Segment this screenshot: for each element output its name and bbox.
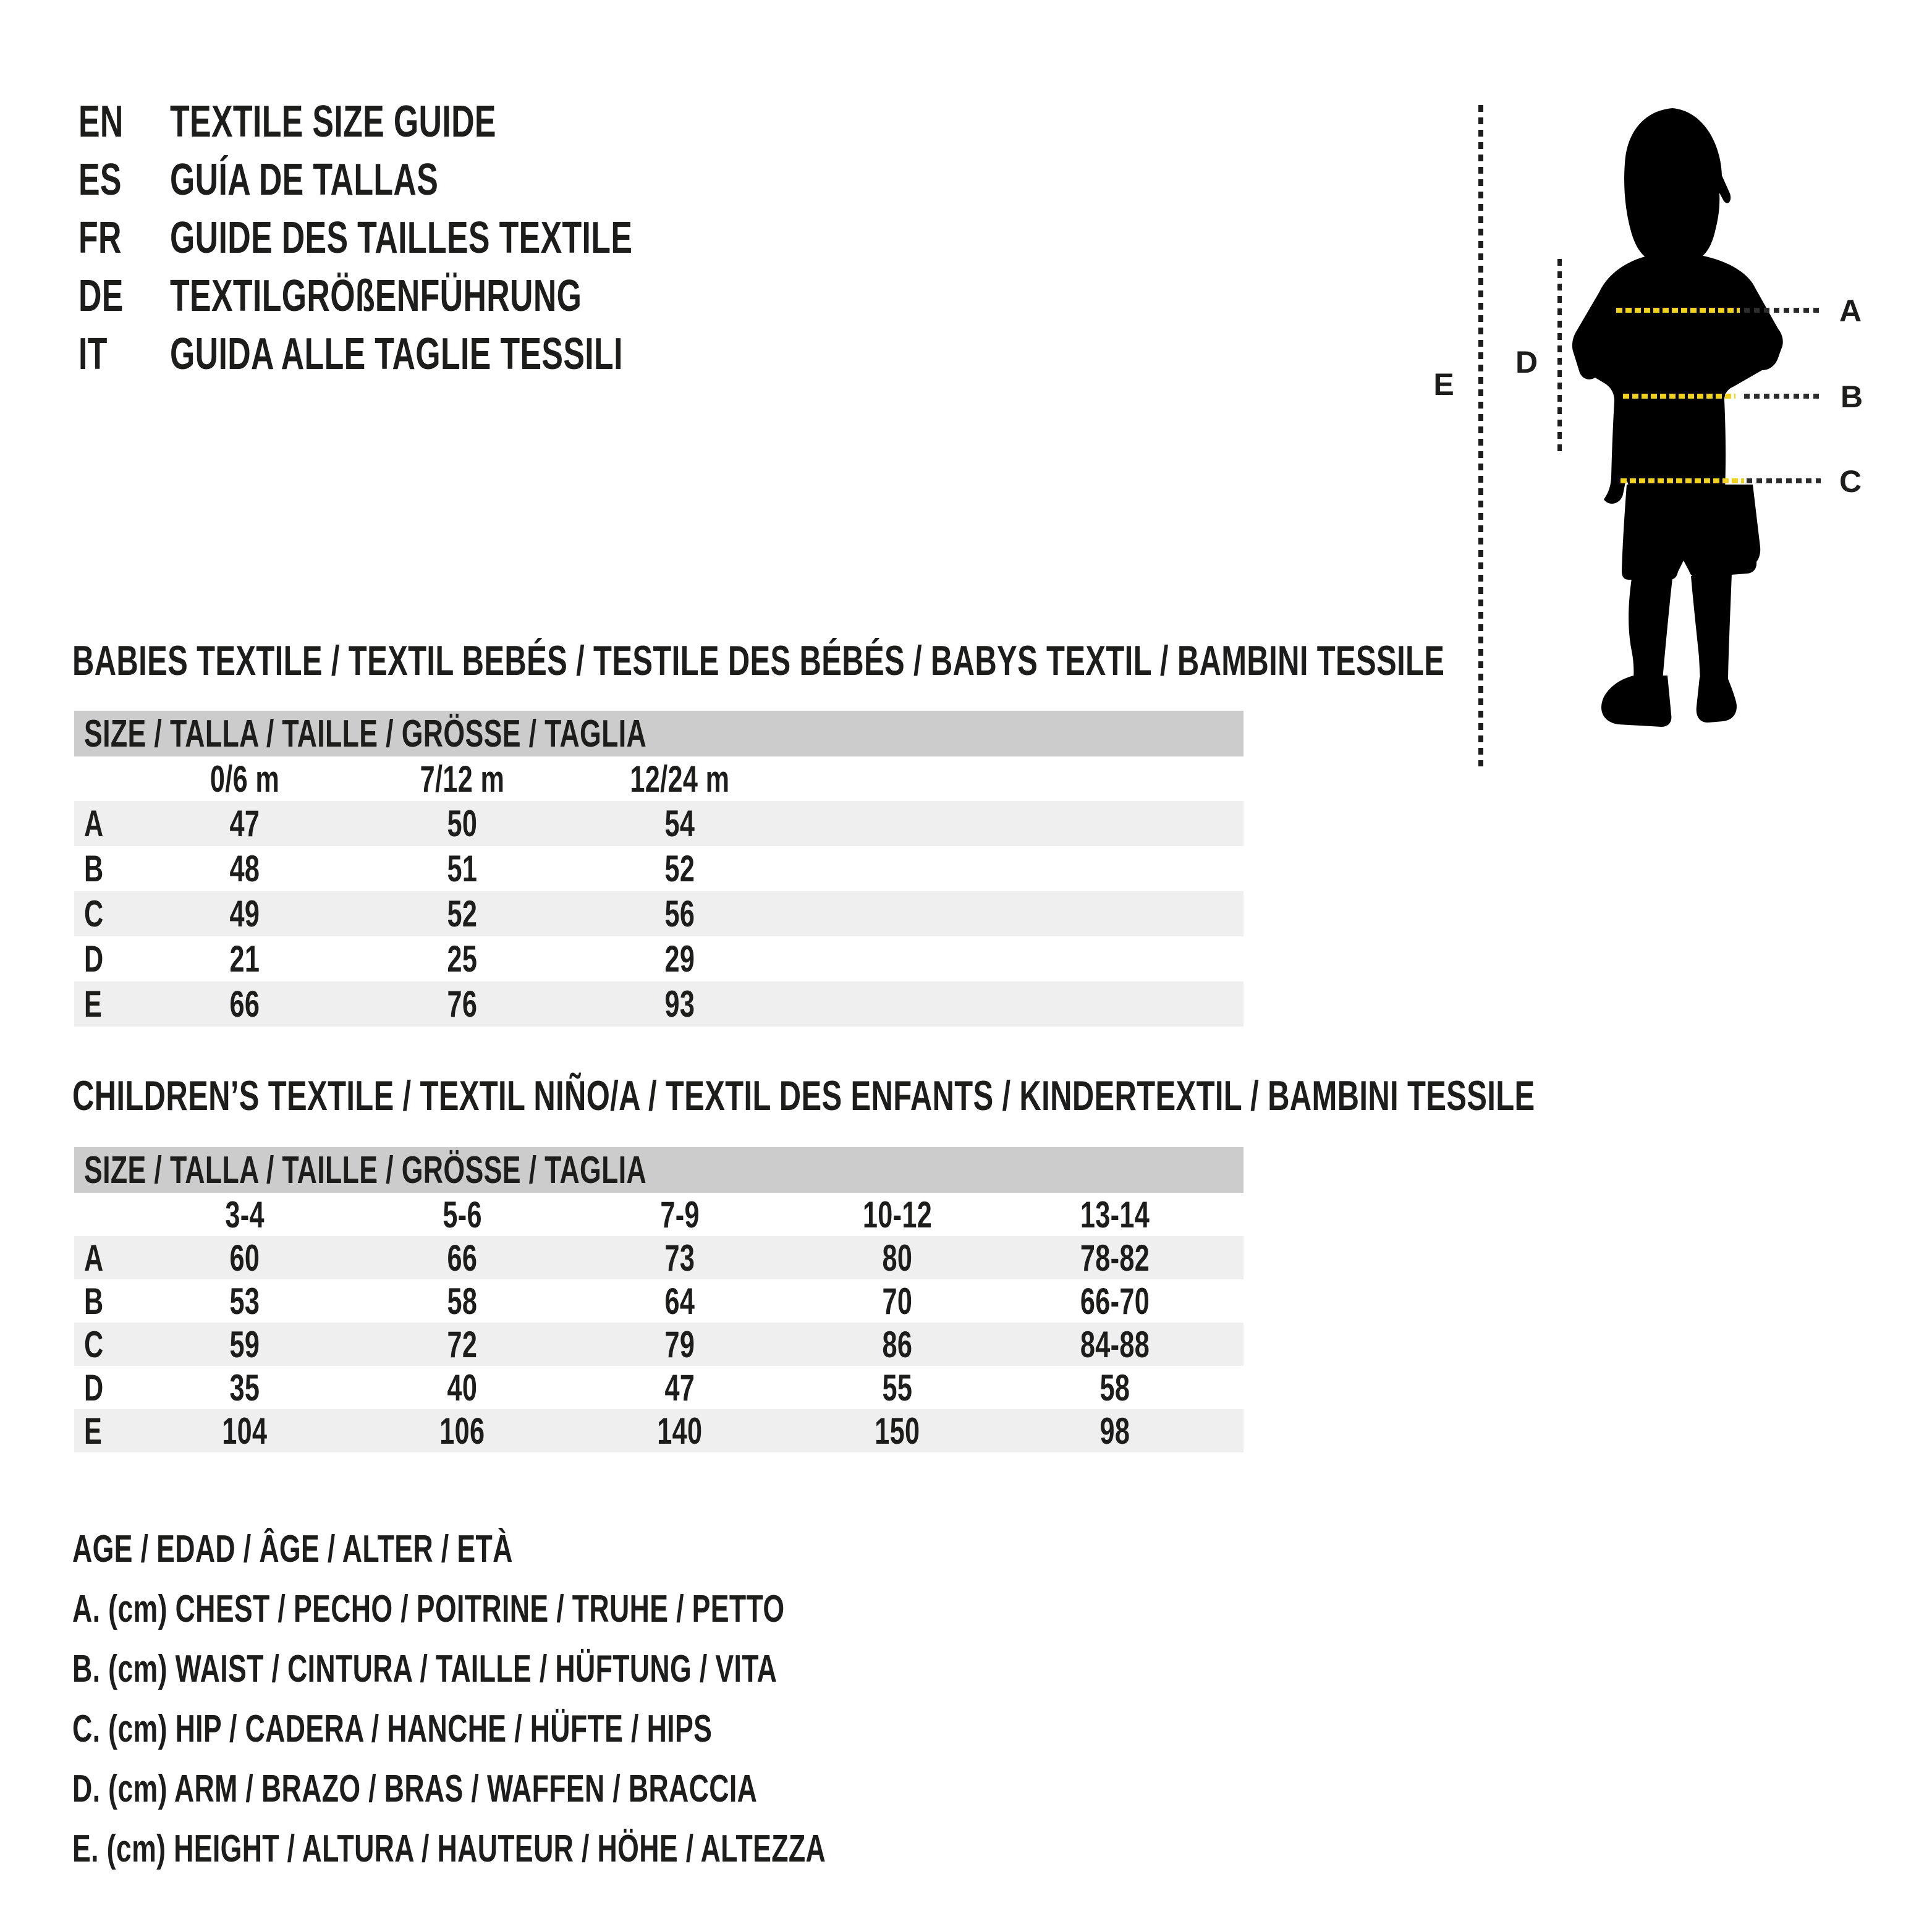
size-value-cell: [571, 802, 789, 845]
size-value-cell: [136, 892, 354, 935]
size-value-cell: [136, 802, 354, 845]
language-label-text: GUÍA DE TALLAS: [170, 155, 439, 205]
row-label-text: E: [84, 983, 103, 1025]
language-row-it: [78, 325, 812, 383]
children-section-heading-text: CHILDREN’S TEXTILE / TEXTIL NIÑO/A / TEXTIL DES ENFANTS / KINDERTEXTIL / BAMBINI TESSILE: [72, 1072, 1535, 1119]
column-header-text: 10-12: [862, 1193, 933, 1235]
language-label-text: TEXTILGRÖßENFÜHRUNG: [170, 271, 582, 321]
size-value-text: 104: [222, 1410, 268, 1452]
size-value-text: 66-70: [1080, 1280, 1150, 1322]
size-value-cell: [571, 1237, 789, 1279]
language-row-de: [78, 267, 812, 325]
table-row-a: [74, 801, 1244, 846]
language-row-fr: [78, 209, 812, 267]
language-code: [78, 96, 170, 147]
hip-measure-line-c-yellow: [1621, 478, 1744, 483]
size-value-cell: [354, 847, 571, 890]
column-header-cell: [571, 758, 789, 800]
language-code: [78, 329, 170, 379]
row-label-text: B: [84, 848, 104, 889]
size-value-cell: [354, 1280, 571, 1323]
legend-line-text: A. (cm) CHEST / PECHO / POITRINE / TRUHE / PETTO: [72, 1588, 785, 1630]
size-value-text: 48: [229, 848, 260, 889]
size-value-cell: [789, 1323, 1006, 1366]
size-value-cell: [136, 847, 354, 890]
size-value-cell: [354, 938, 571, 980]
row-label-cell: [74, 847, 136, 890]
size-value-text: 66: [447, 1237, 478, 1279]
size-value-cell: [1006, 1366, 1224, 1409]
size-value-text: 66: [229, 983, 260, 1025]
size-value-text: 52: [447, 893, 478, 934]
size-value-text: 79: [664, 1323, 695, 1365]
hip-measure-line-c-leader: [1747, 478, 1821, 483]
size-value-text: 106: [439, 1410, 485, 1452]
legend-line-height: [72, 1819, 1119, 1879]
children-section-heading: [72, 1072, 1932, 1120]
size-value-cell: [571, 847, 789, 890]
column-header-cell: [1006, 1193, 1224, 1236]
size-value-text: 59: [229, 1323, 260, 1365]
size-value-cell: [789, 1410, 1006, 1452]
size-value-cell: [789, 1366, 1006, 1409]
size-value-text: 54: [664, 803, 695, 844]
size-value-cell: [354, 983, 571, 1025]
size-value-cell: [789, 1280, 1006, 1323]
size-value-text: 78-82: [1080, 1237, 1150, 1279]
language-code-text: IT: [78, 329, 108, 379]
column-header-cell: [571, 1193, 789, 1236]
size-value-cell: [571, 1410, 789, 1452]
size-value-text: 86: [882, 1323, 913, 1365]
size-value-cell: [136, 1366, 354, 1409]
row-label-text: C: [84, 893, 104, 934]
table-row-e: [74, 981, 1244, 1027]
column-header-text: 13-14: [1080, 1193, 1150, 1235]
size-value-cell: [571, 1280, 789, 1323]
language-row-es: [78, 151, 812, 209]
column-header-cell: [354, 1193, 571, 1236]
measure-label-e: E: [1433, 367, 1454, 402]
language-label-text: GUIDE DES TAILLES TEXTILE: [170, 213, 633, 263]
size-value-text: 56: [664, 893, 695, 934]
language-label-text: GUIDA ALLE TAGLIE TESSILI: [170, 329, 623, 379]
language-code-text: DE: [78, 271, 124, 321]
row-label-text: E: [84, 1410, 103, 1452]
language-code: [78, 271, 170, 321]
column-header-text: 7/12 m: [420, 758, 505, 800]
size-value-cell: [571, 892, 789, 935]
babies-size-header-text: SIZE / TALLA / TAILLE / GRÖSSE / TAGLIA: [84, 712, 647, 755]
size-value-text: 58: [447, 1280, 478, 1322]
row-label-cell: [74, 1323, 136, 1366]
column-header-text: 5-6: [443, 1193, 482, 1235]
size-value-cell: [1006, 1410, 1224, 1452]
table-row-d: [74, 1366, 1244, 1409]
size-value-cell: [789, 1237, 1006, 1279]
size-value-cell: [571, 983, 789, 1025]
language-label: [170, 271, 742, 321]
size-value-text: 80: [882, 1237, 913, 1279]
babies-section-heading-text: BABIES TEXTILE / TEXTIL BEBÉS / TESTILE DES BÉBÉS / BABYS TEXTIL / BAMBINI TESSILE: [72, 637, 1445, 684]
row-label-text: D: [84, 1366, 104, 1409]
size-value-cell: [354, 1366, 571, 1409]
legend-line-text: C. (cm) HIP / CADERA / HANCHE / HÜFTE / HIPS: [72, 1708, 713, 1750]
legend-line-text: AGE / EDAD / ÂGE / ALTER / ETÀ: [72, 1528, 513, 1570]
legend-line-waist: [72, 1639, 1119, 1699]
size-value-cell: [136, 1280, 354, 1323]
row-label-cell: [74, 802, 136, 845]
size-value-cell: [1006, 1237, 1224, 1279]
measurement-legend: [72, 1519, 1119, 1879]
babies-size-table: [74, 756, 1244, 1027]
table-row-c: [74, 1323, 1244, 1366]
legend-line-hip: [72, 1699, 1119, 1759]
silhouette-torso: [1572, 255, 1783, 504]
size-value-text: 84-88: [1080, 1323, 1150, 1365]
size-value-text: 140: [657, 1410, 703, 1452]
column-header-cell: [136, 758, 354, 800]
column-header-text: 0/6 m: [210, 758, 280, 800]
language-code: [78, 155, 170, 205]
babies-column-header-row: [74, 756, 1244, 801]
size-value-text: 60: [229, 1237, 260, 1279]
table-row-a: [74, 1236, 1244, 1279]
size-value-cell: [136, 1410, 354, 1452]
row-label-text: D: [84, 938, 104, 980]
column-header-cell: [354, 758, 571, 800]
size-value-text: 64: [664, 1280, 695, 1322]
chest-measure-line-a-leader: [1744, 308, 1821, 313]
legend-line-age: [72, 1519, 1119, 1579]
size-value-cell: [354, 802, 571, 845]
measure-label-b: B: [1840, 379, 1863, 414]
babies-size-header-bar: [74, 711, 1244, 756]
column-header-cell: [789, 1193, 1006, 1236]
size-value-cell: [136, 1237, 354, 1279]
language-title-block: [78, 93, 812, 383]
chest-measure-line-a-yellow: [1616, 308, 1740, 313]
legend-line-arm: [72, 1759, 1119, 1819]
size-value-text: 25: [447, 938, 478, 980]
waist-measure-line-b-yellow: [1623, 394, 1735, 399]
measure-label-a: A: [1839, 294, 1862, 328]
children-column-header-row: [74, 1193, 1244, 1236]
table-row-c: [74, 891, 1244, 936]
measure-label-c: C: [1839, 464, 1862, 499]
size-value-cell: [1006, 1323, 1224, 1366]
size-value-text: 47: [664, 1366, 695, 1409]
size-value-cell: [136, 983, 354, 1025]
size-value-text: 49: [229, 893, 260, 934]
row-label-text: A: [84, 1237, 104, 1279]
size-value-cell: [354, 1237, 571, 1279]
size-value-cell: [136, 1323, 354, 1366]
measure-label-d: D: [1515, 345, 1538, 379]
column-header-text: 7-9: [660, 1193, 700, 1235]
row-label-cell: [74, 892, 136, 935]
language-label: [170, 155, 543, 205]
table-row-d: [74, 936, 1244, 981]
size-value-text: 70: [882, 1280, 913, 1322]
row-label-cell: [74, 1410, 136, 1452]
size-value-cell: [354, 892, 571, 935]
language-label: [170, 213, 812, 263]
language-label-text: TEXTILE SIZE GUIDE: [170, 97, 496, 146]
size-value-text: 150: [875, 1410, 920, 1452]
silhouette-shorts: [1622, 485, 1760, 580]
table-row-b: [74, 846, 1244, 891]
row-label-cell: [74, 938, 136, 980]
row-label-cell: [74, 1366, 136, 1409]
column-header-cell: [136, 1193, 354, 1236]
row-label-text: A: [84, 803, 104, 844]
language-code-text: ES: [78, 155, 122, 205]
size-value-text: 21: [229, 938, 260, 980]
row-label-cell: [74, 983, 136, 1025]
size-value-cell: [571, 1323, 789, 1366]
size-value-text: 55: [882, 1366, 913, 1409]
column-header-text: 12/24 m: [630, 758, 730, 800]
legend-line-text: D. (cm) ARM / BRAZO / BRAS / WAFFEN / BRACCIA: [72, 1768, 758, 1810]
size-value-cell: [354, 1323, 571, 1366]
row-label-text: B: [84, 1280, 104, 1322]
language-code: [78, 213, 170, 263]
size-value-text: 76: [447, 983, 478, 1025]
row-label-cell: [74, 1280, 136, 1323]
language-label: [170, 96, 623, 147]
table-row-b: [74, 1279, 1244, 1323]
column-header-text: 3-4: [225, 1193, 265, 1235]
children-size-table: [74, 1193, 1244, 1452]
size-value-cell: [571, 938, 789, 980]
size-value-cell: [354, 1410, 571, 1452]
size-value-text: 53: [229, 1280, 260, 1322]
size-value-text: 35: [229, 1366, 260, 1409]
table-row-e: [74, 1409, 1244, 1452]
size-value-cell: [1006, 1280, 1224, 1323]
waist-measure-line-b-leader: [1744, 394, 1821, 399]
size-value-text: 29: [664, 938, 695, 980]
language-row-en: [78, 93, 812, 151]
legend-line-text: B. (cm) WAIST / CINTURA / TAILLE / HÜFTUNG / VITA: [72, 1648, 777, 1690]
size-value-text: 93: [664, 983, 695, 1025]
language-code-text: FR: [78, 213, 122, 263]
size-value-text: 52: [664, 848, 695, 889]
children-size-header-bar: [74, 1147, 1244, 1193]
language-label: [170, 329, 799, 379]
legend-line-chest: [72, 1579, 1119, 1639]
row-label-cell: [74, 1237, 136, 1279]
legend-line-text: E. (cm) HEIGHT / ALTURA / HAUTEUR / HÖHE / ALTEZZA: [72, 1828, 826, 1870]
children-size-header-text: SIZE / TALLA / TAILLE / GRÖSSE / TAGLIA: [84, 1148, 647, 1192]
size-value-cell: [136, 938, 354, 980]
size-value-text: 72: [447, 1323, 478, 1365]
size-value-text: 98: [1099, 1410, 1130, 1452]
size-value-text: 51: [447, 848, 478, 889]
size-value-text: 50: [447, 803, 478, 844]
size-value-cell: [571, 1366, 789, 1409]
size-value-text: 40: [447, 1366, 478, 1409]
size-value-text: 73: [664, 1237, 695, 1279]
babies-section-heading: [72, 637, 1932, 685]
size-value-text: 47: [229, 803, 260, 844]
size-value-text: 58: [1099, 1366, 1130, 1409]
row-label-text: C: [84, 1323, 104, 1365]
arm-measure-dotted-line-d: [1557, 259, 1562, 454]
language-code-text: EN: [78, 97, 124, 146]
